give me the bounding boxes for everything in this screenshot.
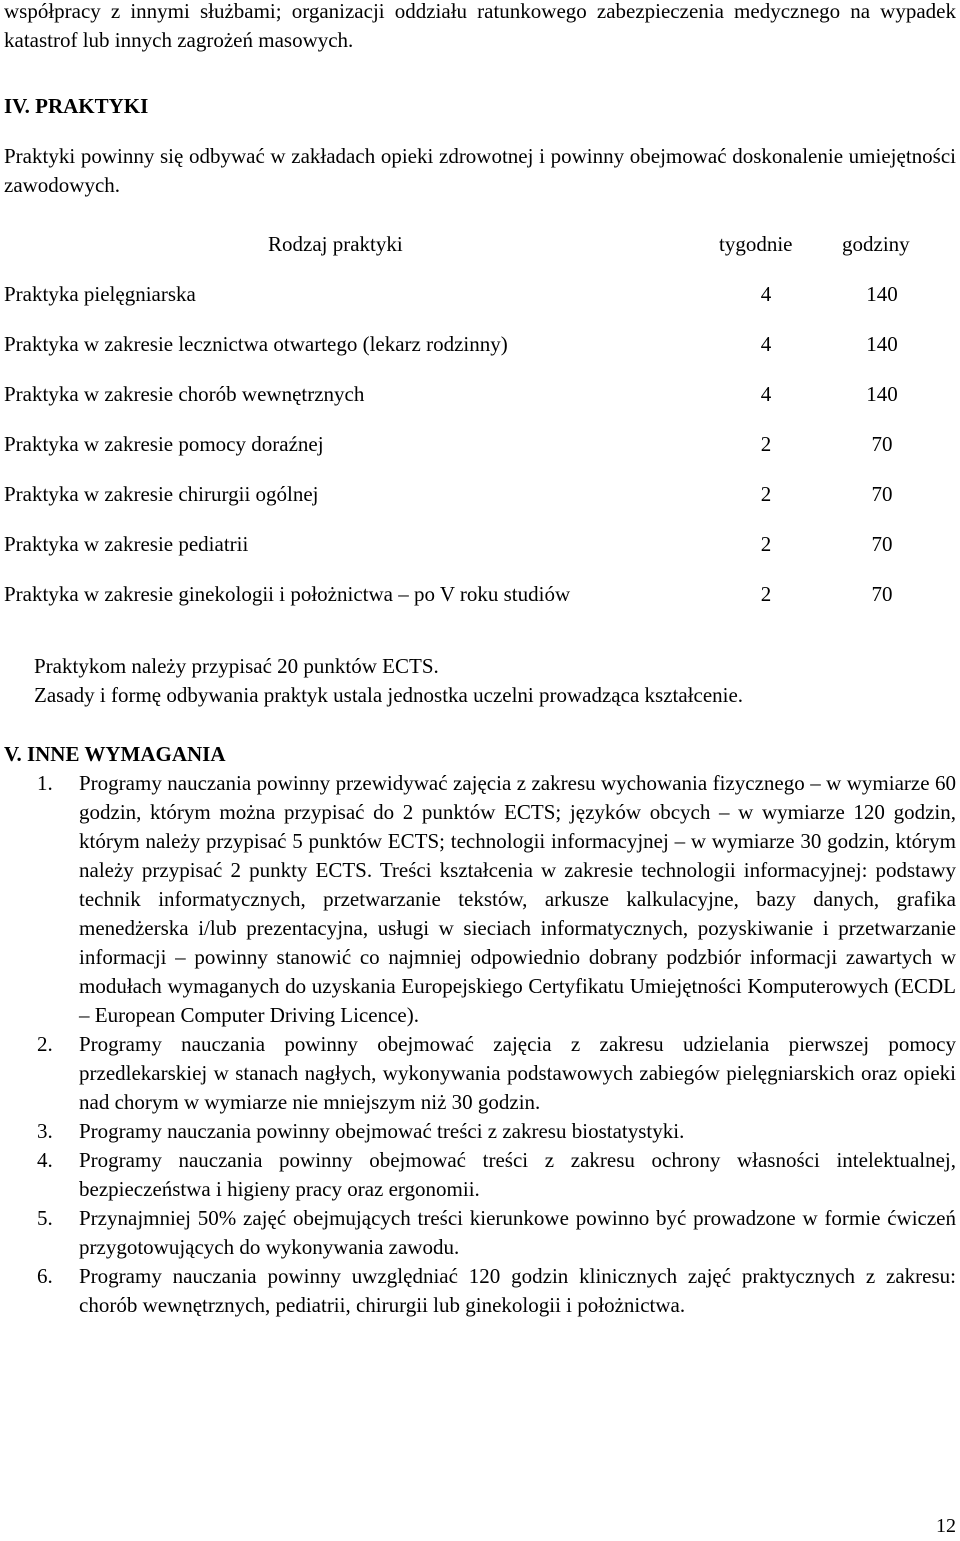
list-item-number: 1.: [37, 771, 53, 795]
practice-hours: 140: [866, 382, 898, 406]
practice-table-header: [4, 230, 956, 280]
practice-weeks: 4: [760, 382, 772, 406]
practice-type: Praktyka w zakresie chorób wewnętrznych: [4, 382, 365, 406]
header-practice-type: Rodzaj praktyki: [268, 232, 403, 256]
practice-hours: 140: [866, 282, 898, 306]
list-item: [4, 1262, 956, 1320]
list-item-text: Programy nauczania powinny przewidywać zajęcia z zakresu wychowania fizycznego – w wymiarze 60 godzin, którym można przypisać do 2 punktów ECTS; języków obcych – w wymiarze 120 godzin, którym należy przypisać 5 punktów ECTS; technologii informacyjnej – w wymiarze 30 godzin, którym należy przypisać 2 punkty ECTS. Treści kształcenia w zakresie technologii informacyjnej: podstawy technik informatycznych, przetwarzanie tekstów, arkusze kalkulacyjne, bazy danych, grafika menedżerska i/lub prezentacyjna, usługi w sieciach informatycznych, pozyskiwanie i przetwarzanie informacji – powinny stanowić co najmniej odpowiednio dobrany podzbiór informacji zawartych w modułach wymaganych do uzyskania Europejskiego Certyfikatu Umiejętności Komputerowych (ECDL – European Computer Driving Licence).: [79, 771, 956, 1027]
practice-weeks: 2: [760, 482, 772, 506]
list-item: [4, 1204, 956, 1262]
list-item-text: Programy nauczania powinny uwzględniać 120 godzin klinicznych zajęć praktycznych z zakresu: chorób wewnętrznych, pediatrii, chirurgii lub ginekologii i położnictwa.: [79, 1264, 956, 1317]
header-hours: godziny: [842, 232, 910, 256]
practice-hours: 70: [871, 432, 893, 456]
practice-weeks: 2: [760, 532, 772, 556]
practice-type: Praktyka w zakresie lecznictwa otwartego (lekarz rodzinny): [4, 332, 508, 356]
practice-type: Praktyka w zakresie pomocy doraźnej: [4, 432, 324, 456]
practice-table: [4, 230, 956, 630]
section-practices: [4, 92, 956, 200]
practice-type: Praktyka w zakresie pediatrii: [4, 532, 249, 556]
list-item-text: Programy nauczania powinny obejmować treści z zakresu ochrony własności intelektualnej, bezpieczeństwa i higieny pracy oraz ergonomii.: [79, 1148, 956, 1201]
practice-weeks: 4: [760, 282, 772, 306]
list-item-text: Przynajmniej 50% zajęć obejmujących treści kierunkowe powinno być prowadzone w formie ćwiczeń przygotowujących do wykonywania zawodu.: [79, 1206, 956, 1259]
practice-type: Praktyka w zakresie chirurgii ogólnej: [4, 482, 319, 506]
practice-weeks: 2: [760, 582, 772, 606]
list-item-number: 6.: [37, 1264, 53, 1288]
rules-note: Zasady i formę odbywania praktyk ustala jednostka uczelni prowadząca kształcenie.: [34, 683, 744, 707]
list-item-number: 2.: [37, 1032, 53, 1056]
table-row: [4, 480, 956, 530]
section-other-requirements: [4, 740, 956, 1320]
practice-hours: 70: [871, 532, 893, 556]
section-heading-practices: IV. PRAKTYKI: [4, 94, 149, 118]
practice-weeks: 4: [760, 332, 772, 356]
practice-weeks: 2: [760, 432, 772, 456]
ects-note: Praktykom należy przypisać 20 punktów ECTS.: [34, 654, 439, 678]
page-number: 12: [936, 1515, 956, 1537]
list-item-number: 3.: [37, 1119, 53, 1143]
intro-paragraph: współpracy z innymi służbami; organizacji oddziału ratunkowego zabezpieczenia medycznego na wypadek katastrof lub innych zagrożeń masowych.: [4, 0, 956, 52]
practice-hours: 140: [866, 332, 898, 356]
list-item: [4, 1030, 956, 1117]
list-item-text: Programy nauczania powinny obejmować treści z zakresu biostatystyki.: [79, 1119, 685, 1143]
list-item-number: 5.: [37, 1206, 53, 1230]
list-item-text: Programy nauczania powinny obejmować zajęcia z zakresu udzielania pierwszej pomocy przedlekarskiej w stanach nagłych, wykonywania podstawowych zabiegów pielęgniarskich oraz opieki nad chorym w wymiarze nie mniejszym niż 30 godzin.: [79, 1032, 956, 1114]
table-row: [4, 380, 956, 430]
table-row: [4, 580, 956, 630]
practice-hours: 70: [871, 482, 893, 506]
header-weeks: tygodnie: [719, 232, 793, 256]
list-item: [4, 1146, 956, 1204]
list-item: [4, 1117, 956, 1146]
table-row: [4, 530, 956, 580]
practice-notes: [34, 652, 934, 710]
list-item-number: 4.: [37, 1148, 53, 1172]
section-heading-other-requirements: V. INNE WYMAGANIA: [4, 742, 226, 766]
practice-hours: 70: [871, 582, 893, 606]
table-row: [4, 330, 956, 380]
table-row: [4, 430, 956, 480]
practice-type: Praktyka w zakresie ginekologii i położnictwa – po V roku studiów: [4, 582, 571, 606]
requirements-list: [4, 769, 956, 1320]
list-item: [4, 769, 956, 1030]
practices-paragraph: Praktyki powinny się odbywać w zakładach opieki zdrowotnej i powinny obejmować doskonalenie umiejętności zawodowych.: [4, 144, 956, 197]
table-row: [4, 280, 956, 330]
practice-type: Praktyka pielęgniarska: [4, 282, 196, 306]
